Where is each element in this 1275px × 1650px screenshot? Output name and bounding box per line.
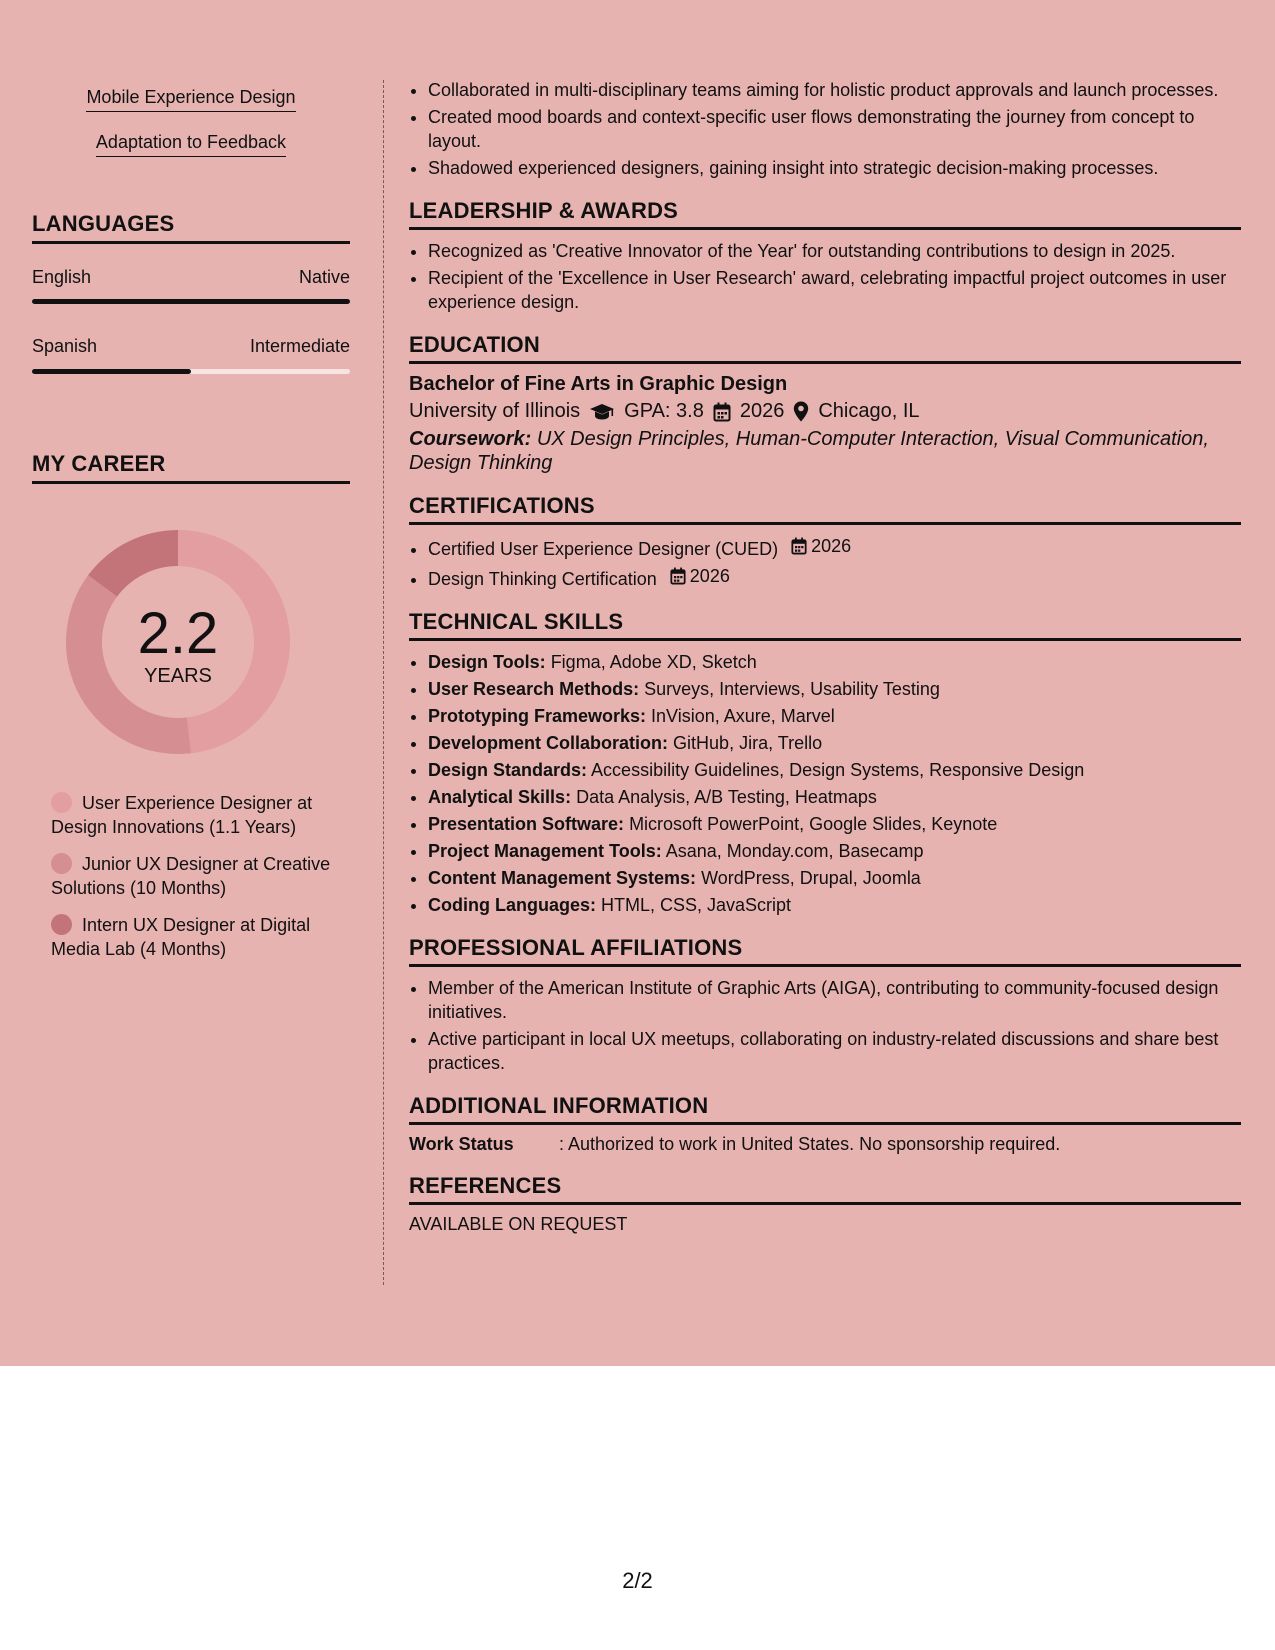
technical-skills-list xyxy=(409,650,1241,917)
language-row xyxy=(32,267,350,288)
career-donut-center xyxy=(66,530,290,754)
career-total-unit: YEARS xyxy=(144,664,212,687)
location-pin-icon xyxy=(793,401,809,422)
references-value: AVAILABLE ON REQUEST xyxy=(409,1214,628,1234)
degree-title: Bachelor of Fine Arts in Graphic Design xyxy=(409,373,788,395)
language-level: Native xyxy=(298,267,350,287)
work-status-row xyxy=(409,1134,1241,1155)
leadership-list xyxy=(409,239,1241,314)
additional-info-heading: ADDITIONAL INFORMATION xyxy=(409,1093,1241,1125)
skill-category: Content Management Systems: xyxy=(428,868,697,888)
school-name: University of Illinois xyxy=(409,400,581,422)
certification-year: 2026 xyxy=(811,536,852,556)
certification-date xyxy=(670,564,730,588)
certification-item xyxy=(428,564,1241,591)
language-row xyxy=(32,336,350,357)
skill-values: Accessibility Guidelines, Design Systems, Responsive Design xyxy=(591,760,1085,780)
legend-dot xyxy=(51,853,72,874)
language-proficiency-bar xyxy=(32,369,350,374)
skill-tag xyxy=(32,87,350,112)
skill-item xyxy=(428,650,1241,674)
skill-category: Development Collaboration: xyxy=(428,733,669,753)
certification-name: Certified User Experience Designer (CUED) xyxy=(428,539,779,559)
experience-bullet: • Collaborated in multi-disciplinary teams aiming for holistic product approvals and launch processes. xyxy=(428,78,1241,102)
career-legend-label: User Experience Designer at Design Innovations (1.1 Years) xyxy=(51,793,313,837)
calendar-icon xyxy=(791,537,807,555)
skill-values: Data Analysis, A/B Testing, Heatmaps xyxy=(576,787,877,807)
certification-year: 2026 xyxy=(689,566,730,586)
leadership-heading: LEADERSHIP & AWARDS xyxy=(409,198,1241,230)
coursework-list: UX Design Principles, Human-Computer Interaction, Visual Communication, Design Thinking xyxy=(409,428,1209,474)
education-heading: EDUCATION xyxy=(409,332,1241,364)
column-divider xyxy=(383,80,384,1285)
calendar-icon xyxy=(670,567,686,585)
award-item: • Recognized as 'Creative Innovator of the Year' for outstanding contributions to design in 2025. xyxy=(428,239,1241,263)
skill-item xyxy=(428,866,1241,890)
skill-category: Design Standards: xyxy=(428,760,588,780)
gpa: GPA: 3.8 xyxy=(624,400,704,422)
graduation-cap-icon xyxy=(589,403,615,421)
affiliation-item: • Member of the American Institute of Graphic Arts (AIGA), contributing to community-focused design initiatives. xyxy=(428,976,1241,1024)
school-location: Chicago, IL xyxy=(818,400,920,422)
skill-values: GitHub, Jira, Trello xyxy=(673,733,823,753)
skill-category: Prototyping Frameworks: xyxy=(428,706,647,726)
coursework-label: Coursework: xyxy=(409,428,532,450)
career-legend-label: Junior UX Designer at Creative Solutions (10 Months) xyxy=(51,854,331,898)
graduation-year: 2026 xyxy=(739,400,785,422)
experience-bullets xyxy=(409,78,1241,180)
skill-values: Asana, Monday.com, Basecamp xyxy=(665,841,924,861)
certification-date xyxy=(791,534,851,558)
certification-item xyxy=(428,534,1241,561)
work-status-label: Work Status xyxy=(409,1134,514,1154)
skill-item xyxy=(428,677,1241,701)
language-name: English xyxy=(32,267,92,287)
certifications-heading: CERTIFICATIONS xyxy=(409,493,1241,525)
career-heading: MY CAREER xyxy=(32,451,350,484)
certifications-list xyxy=(409,534,1241,591)
skill-item xyxy=(428,758,1241,782)
skill-item xyxy=(428,785,1241,809)
career-legend-item xyxy=(51,852,341,900)
skill-item xyxy=(428,893,1241,917)
award-item: • Recipient of the 'Excellence in User Research' award, celebrating impactful project outcomes in user experience design. xyxy=(428,266,1241,314)
skill-category: User Research Methods: xyxy=(428,679,640,699)
skill-values: Figma, Adobe XD, Sketch xyxy=(550,652,757,672)
skill-category: Coding Languages: xyxy=(428,895,596,915)
technical-skills-heading: TECHNICAL SKILLS xyxy=(409,609,1241,641)
education-meta xyxy=(409,400,1241,423)
language-level: Intermediate xyxy=(249,336,350,356)
work-status-value: : Authorized to work in United States. No sponsorship required. xyxy=(559,1134,1061,1154)
language-proficiency-bar xyxy=(32,299,350,304)
language-name: Spanish xyxy=(32,336,98,356)
language-proficiency-fill xyxy=(32,369,191,374)
skill-item xyxy=(428,812,1241,836)
skill-item xyxy=(428,731,1241,755)
skill-tag-label: Adaptation to Feedback xyxy=(96,132,286,157)
skill-item xyxy=(428,839,1241,863)
skill-values: Surveys, Interviews, Usability Testing xyxy=(644,679,940,699)
coursework xyxy=(409,427,1241,475)
legend-dot xyxy=(51,914,72,935)
page-number: 2/2 xyxy=(622,1568,653,1593)
skill-category: Project Management Tools: xyxy=(428,841,662,861)
career-legend-item xyxy=(51,791,341,839)
skill-category: Analytical Skills: xyxy=(428,787,572,807)
references-heading: REFERENCES xyxy=(409,1173,1241,1205)
legend-dot xyxy=(51,792,72,813)
affiliation-item: • Active participant in local UX meetups, collaborating on industry-related discussions and share best practices. xyxy=(428,1027,1241,1075)
skill-category: Design Tools: xyxy=(428,652,546,672)
skill-values: HTML, CSS, JavaScript xyxy=(601,895,792,915)
languages-heading: LANGUAGES xyxy=(32,211,350,244)
skill-item xyxy=(428,704,1241,728)
skill-values: WordPress, Drupal, Joomla xyxy=(701,868,921,888)
skill-category: Presentation Software: xyxy=(428,814,625,834)
skill-values: InVision, Axure, Marvel xyxy=(651,706,835,726)
affiliations-heading: PROFESSIONAL AFFILIATIONS xyxy=(409,935,1241,967)
experience-bullet: • Shadowed experienced designers, gaining insight into strategic decision-making processes. xyxy=(428,156,1241,180)
career-legend-label: Intern UX Designer at Digital Media Lab (4 Months) xyxy=(51,915,311,959)
calendar-icon xyxy=(713,402,731,422)
career-legend-item xyxy=(51,913,341,961)
skill-tag xyxy=(32,132,350,157)
certification-name: Design Thinking Certification xyxy=(428,569,657,589)
career-donut-chart xyxy=(66,530,290,754)
language-proficiency-fill xyxy=(32,299,350,304)
career-total-years: 2.2 xyxy=(137,600,219,666)
main-content xyxy=(409,78,1241,1235)
skill-values: Microsoft PowerPoint, Google Slides, Keynote xyxy=(629,814,998,834)
skill-tag-label: Mobile Experience Design xyxy=(86,87,295,112)
affiliations-list xyxy=(409,976,1241,1075)
experience-bullet: • Created mood boards and context-specific user flows demonstrating the journey from concept to layout. xyxy=(428,105,1241,153)
